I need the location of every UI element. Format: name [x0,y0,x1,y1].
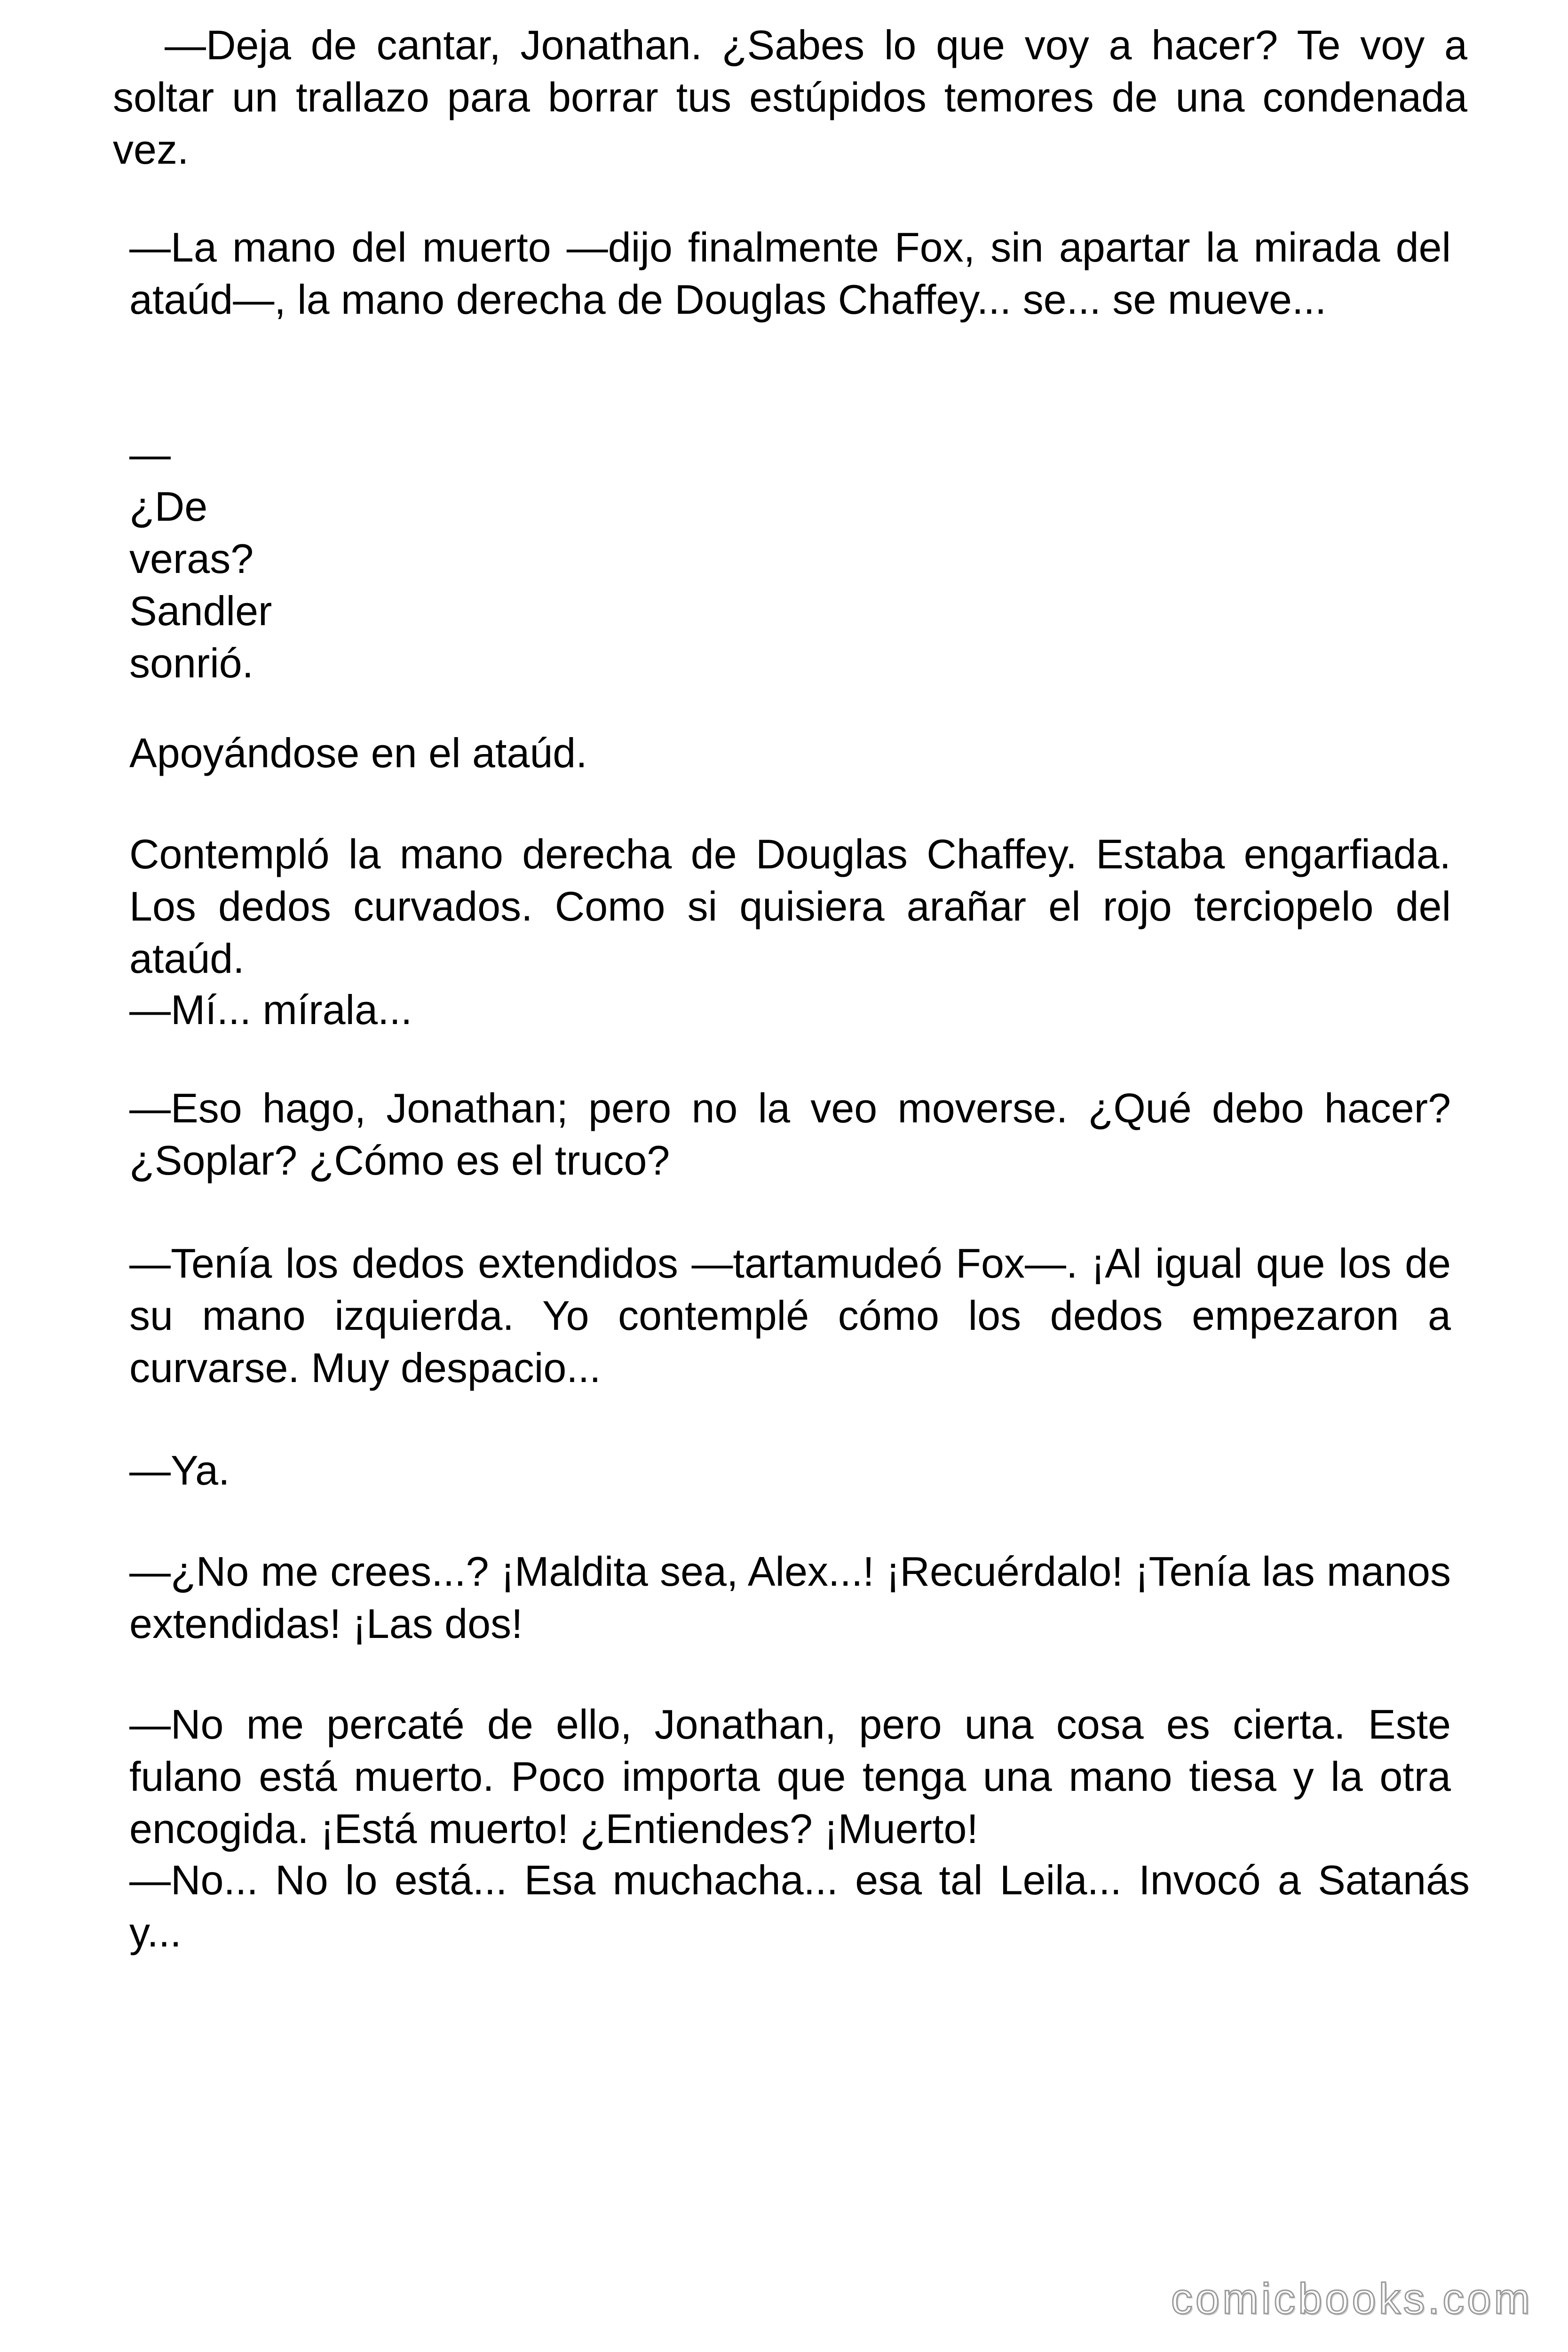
paragraph-9: —Ya. [129,1447,230,1494]
paragraph-4: Apoyándose en el ataúd. [129,730,587,776]
paragraph-3: — ¿De veras? Sandler sonrió. [129,431,272,686]
paragraph-5: Contempló la mano derecha de Douglas Chaffey. Estaba engarfiada. Los dedos curvados. Como si quisiera arañar el rojo terciopelo del ataúd. [129,831,1451,982]
watermark-logo: comicbooks.com [1171,2275,1533,2323]
paragraph-11: —No me percaté de ello, Jonathan, pero una cosa es cierta. Este fulano está muerto. Poco importa que tenga una mano tiesa y la otra encogida. ¡Está muerto! ¿Entiendes? ¡Muerto! [129,1701,1451,1852]
paragraph-2: —La mano del muerto —dijo finalmente Fox, sin apartar la mirada del ataúd—, la mano derecha de Douglas Chaffey... se... se mueve... [129,224,1451,323]
paragraph-7: —Eso hago, Jonathan; pero no la veo moverse. ¿Qué debo hacer? ¿Soplar? ¿Cómo es el truco? [129,1085,1451,1184]
paragraph-1: —Deja de cantar, Jonathan. ¿Sabes lo que voy a hacer? Te voy a soltar un trallazo para borrar tus estúpidos temores de una condenada vez. [113,22,1467,173]
paragraph-12: —No... No lo está... Esa muchacha... esa tal Leila... Invocó a Satanás y... [129,1857,1470,1955]
paragraph-6: —Mí... mírala... [129,986,412,1033]
paragraph-8: —Tenía los dedos extendidos —tartamudeó Fox—. ¡Al igual que los de su mano izquierda. Yo contemplé cómo los dedos empezaron a curvarse. Muy despacio... [129,1240,1451,1391]
paragraph-10: —¿No me crees...? ¡Maldita sea, Alex...! ¡Recuérdalo! ¡Tenía las manos extendidas! ¡Las dos! [129,1548,1451,1647]
